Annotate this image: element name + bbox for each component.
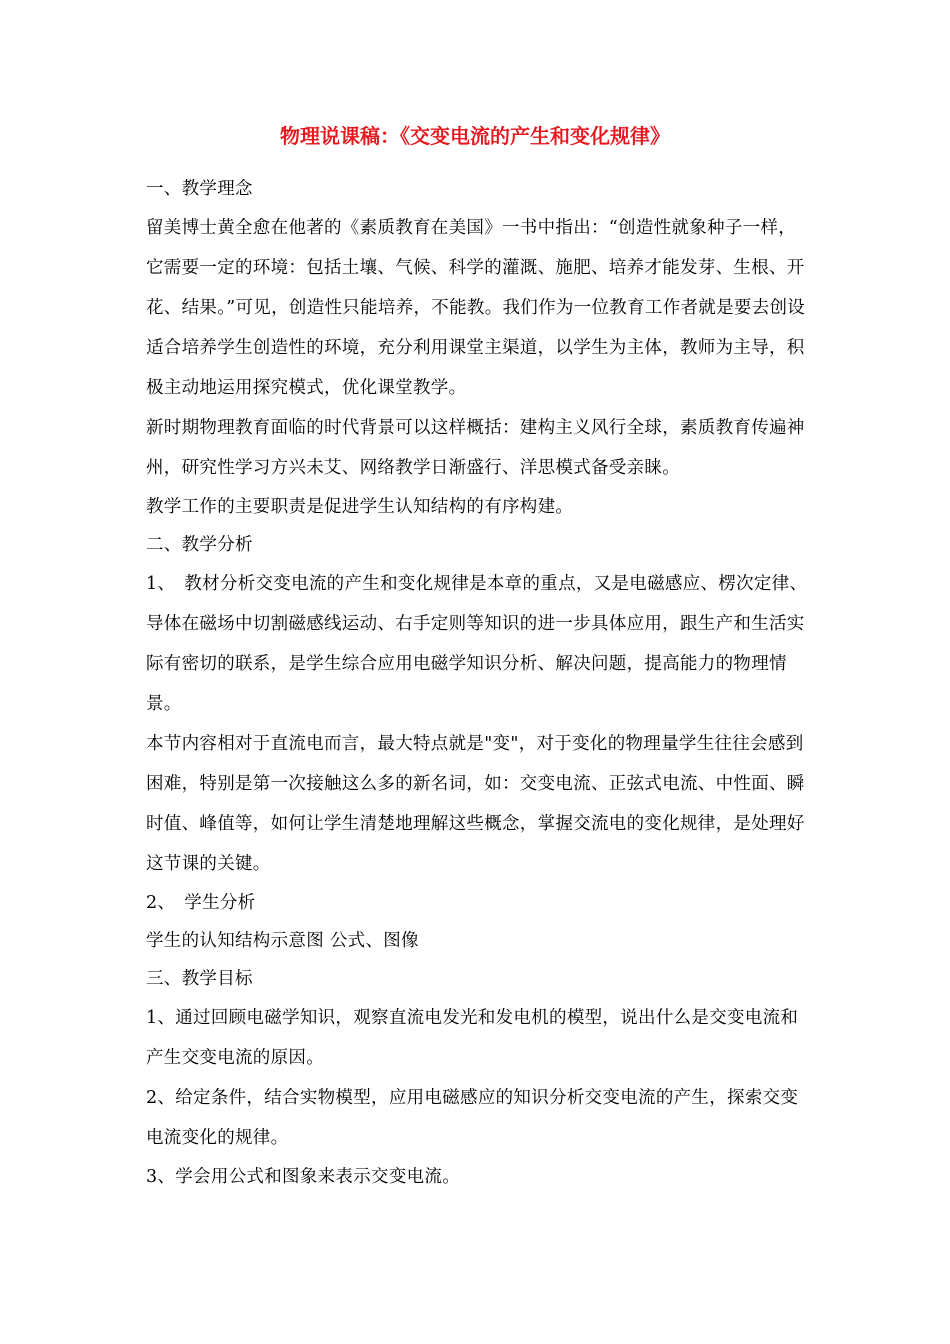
paragraph-main-duty: 教学工作的主要职责是促进学生认知结构的有序构建。	[146, 497, 574, 517]
section-heading-teaching-analysis: 二、教学分析	[146, 535, 253, 555]
section-heading-teaching-philosophy: 一、教学理念	[146, 179, 253, 199]
goal-item-1: 1、通过回顾电磁学知识，观察直流电发光和发电机的模型，说出什么是交变电流和产生交变电流的原因。	[146, 1008, 799, 1068]
paragraph-era-background: 新时期物理教育面临的时代背景可以这样概括：建构主义风行全球，素质教育传遍神州，研究性学习方兴未艾、网络教学日渐盛行、洋思模式备受亲睐。	[146, 418, 805, 478]
paragraph-creativity-quote: 留美博士黄全愈在他著的《素质教育在美国》一书中指出：“创造性就象种子一样，它需要一定的环境：包括土壤、气候、科学的灌溉、施肥、培养才能发芽、生根、开花、结果。”可见，创造性只能培养，不能教。我们作为一位教育工作者就是要去创设适合培养学生创造性的环境，充分利用课堂主渠道，以学生为主体，教师为主导，积极主动地运用探究模式，优化课堂教学。	[146, 218, 806, 398]
paragraph-textbook-analysis: 1、 教材分析交变电流的产生和变化规律是本章的重点，又是电磁感应、楞次定律、导体在磁场中切割磁感线运动、右手定则等知识的进一步具体应用，跟生产和生活实际有密切的联系，是学生综合应用电磁学知识分析、解决问题，提高能力的物理情景。	[146, 574, 808, 714]
goal-item-2: 2、给定条件，结合实物模型，应用电磁感应的知识分析交变电流的产生，探索交变电流变化的规律。	[146, 1088, 799, 1148]
document-body	[146, 170, 810, 1196]
paragraph-lesson-content: 本节内容相对于直流电而言，最大特点就是"变"，对于变化的物理量学生往往会感到困难，特别是第一次接触这么多的新名词，如：交变电流、正弦式电流、中性面、瞬时值、峰值等，如何让学生清楚地理解这些概念，掌握交流电的变化规律，是处理好这节课的关键。	[146, 734, 805, 874]
subheading-student-analysis: 2、 学生分析	[146, 893, 256, 913]
section-heading-teaching-goals: 三、教学目标	[146, 969, 253, 989]
paragraph-cognitive-structure: 学生的认知结构示意图 公式、图像	[146, 931, 419, 951]
goal-item-3: 3、学会用公式和图象来表示交变电流。	[146, 1167, 461, 1187]
document-title: 物理说课稿：《交变电流的产生和变化规律》	[280, 124, 670, 148]
